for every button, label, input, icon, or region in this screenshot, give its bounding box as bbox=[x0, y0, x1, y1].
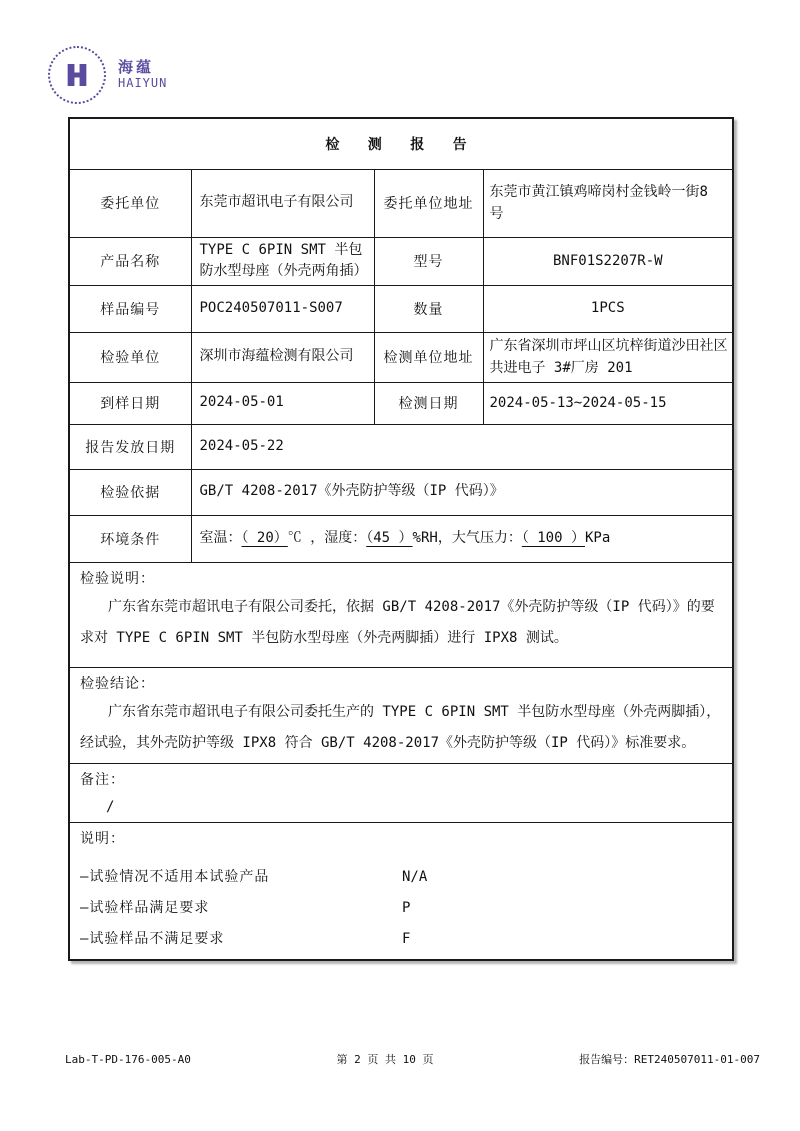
lab-name: 深圳市海蕴检测有限公司 bbox=[191, 332, 374, 382]
legend-item bbox=[80, 924, 722, 955]
lab-row bbox=[69, 332, 733, 382]
footer-report-no bbox=[579, 1051, 760, 1067]
footer-doc-code: Lab-T-PD-176-005-A0 bbox=[65, 1053, 191, 1066]
remark-section bbox=[69, 763, 733, 822]
brand-name-en: HAIYUN bbox=[118, 75, 168, 90]
client-label: 委托单位 bbox=[69, 169, 191, 237]
haiyun-logo-icon bbox=[48, 46, 106, 104]
test-date: 2024-05-13~2024-05-15 bbox=[483, 382, 733, 424]
brand-text bbox=[118, 59, 167, 90]
test-date-label: 检测日期 bbox=[374, 382, 483, 424]
report-table bbox=[68, 117, 734, 961]
instruction-row bbox=[69, 562, 733, 667]
environment-row bbox=[69, 515, 733, 562]
legend-item bbox=[80, 893, 722, 924]
basis-label: 检验依据 bbox=[69, 469, 191, 515]
dates-row bbox=[69, 382, 733, 424]
client-name: 东莞市超讯电子有限公司 bbox=[191, 169, 374, 237]
instruction-section bbox=[69, 562, 733, 667]
env-temp-label: 室温： bbox=[199, 529, 242, 546]
basis-value: GB/T 4208-2017《外壳防护等级（IP 代码）》 bbox=[191, 469, 733, 515]
client-address-label: 委托单位地址 bbox=[374, 169, 483, 237]
legend-item-text: —试验样品不满足要求 bbox=[80, 930, 225, 947]
lab-label: 检验单位 bbox=[69, 332, 191, 382]
env-humidity-value: （45 ） bbox=[366, 529, 413, 546]
model-value: BNF01S2207R-W bbox=[483, 237, 733, 285]
arrival-date-label: 到样日期 bbox=[69, 382, 191, 424]
brand-name-cn: 海蕴 bbox=[118, 58, 155, 77]
product-name: TYPE C 6PIN SMT 半包防水型母座（外壳两角插） bbox=[191, 237, 374, 285]
footer-page-info: 第 2 页 共 10 页 bbox=[336, 1053, 434, 1066]
remark-heading: 备注： bbox=[80, 771, 125, 788]
issue-date: 2024-05-22 bbox=[191, 424, 733, 469]
issue-date-label: 报告发放日期 bbox=[69, 424, 191, 469]
legend-heading: 说明： bbox=[80, 830, 125, 847]
page-footer bbox=[65, 1051, 760, 1067]
legend-item bbox=[80, 862, 722, 893]
legend-item-text: —试验情况不适用本试验产品 bbox=[80, 868, 270, 885]
instruction-heading: 检验说明： bbox=[80, 570, 155, 587]
conclusion-body: 广东省东莞市超讯电子有限公司委托生产的 TYPE C 6PIN SMT 半包防水型母座（外壳两脚插），经试验，其外壳防护等级 IPX8 符合 GB/T 4208-2017《外壳防护等级（IP 代码）》标准要求。 bbox=[80, 703, 721, 751]
remark-body: / bbox=[106, 798, 115, 815]
lab-address: 广东省深圳市坪山区坑梓街道沙田社区共进电子 3#厂房 201 bbox=[483, 332, 733, 382]
env-pressure-unit: KPa bbox=[584, 529, 611, 546]
client-row bbox=[69, 169, 733, 237]
legend-item-text: —试验样品满足要求 bbox=[80, 899, 210, 916]
footer-report-no-value: RET240507011-01-007 bbox=[634, 1053, 760, 1066]
quantity-value: 1PCS bbox=[483, 285, 733, 332]
conclusion-heading: 检验结论： bbox=[80, 675, 155, 692]
lab-address-label: 检测单位地址 bbox=[374, 332, 483, 382]
legend-list bbox=[80, 862, 722, 955]
title-row bbox=[69, 118, 733, 169]
legend-item-code: F bbox=[402, 930, 411, 947]
env-humidity-unit: %RH，大气压力： bbox=[412, 529, 522, 546]
env-pressure-value: （ 100 ） bbox=[521, 529, 585, 546]
sample-no-label: 样品编号 bbox=[69, 285, 191, 332]
sample-no: POC240507011-S007 bbox=[191, 285, 374, 332]
legend-section bbox=[69, 822, 733, 960]
conclusion-row bbox=[69, 667, 733, 763]
page-title: 检 测 报 告 bbox=[69, 118, 733, 169]
environment-label: 环境条件 bbox=[69, 515, 191, 562]
quantity-label: 数量 bbox=[374, 285, 483, 332]
client-address: 东莞市黄江镇鸡啼岗村金钱岭一街8 号 bbox=[483, 169, 733, 237]
brand-header bbox=[48, 46, 167, 104]
legend-item-code: N/A bbox=[402, 868, 428, 885]
arrival-date: 2024-05-01 bbox=[191, 382, 374, 424]
conclusion-section bbox=[69, 667, 733, 763]
environment-value bbox=[191, 515, 733, 562]
product-name-label: 产品名称 bbox=[69, 237, 191, 285]
env-temp-unit: ℃ ，湿度： bbox=[287, 529, 367, 546]
env-temp-value: （ 20） bbox=[241, 529, 288, 546]
model-label: 型号 bbox=[374, 237, 483, 285]
instruction-body: 广东省东莞市超讯电子有限公司委托，依据 GB/T 4208-2017《外壳防护等级（IP 代码）》的要求对 TYPE C 6PIN SMT 半包防水型母座（外壳两脚插）进行 IPX8 测试。 bbox=[80, 598, 715, 646]
issue-date-row bbox=[69, 424, 733, 469]
basis-row bbox=[69, 469, 733, 515]
product-row bbox=[69, 237, 733, 285]
footer-report-no-label: 报告编号： bbox=[579, 1053, 635, 1066]
legend-row bbox=[69, 822, 733, 960]
sample-row bbox=[69, 285, 733, 332]
remark-row bbox=[69, 763, 733, 822]
legend-item-code: P bbox=[402, 899, 411, 916]
